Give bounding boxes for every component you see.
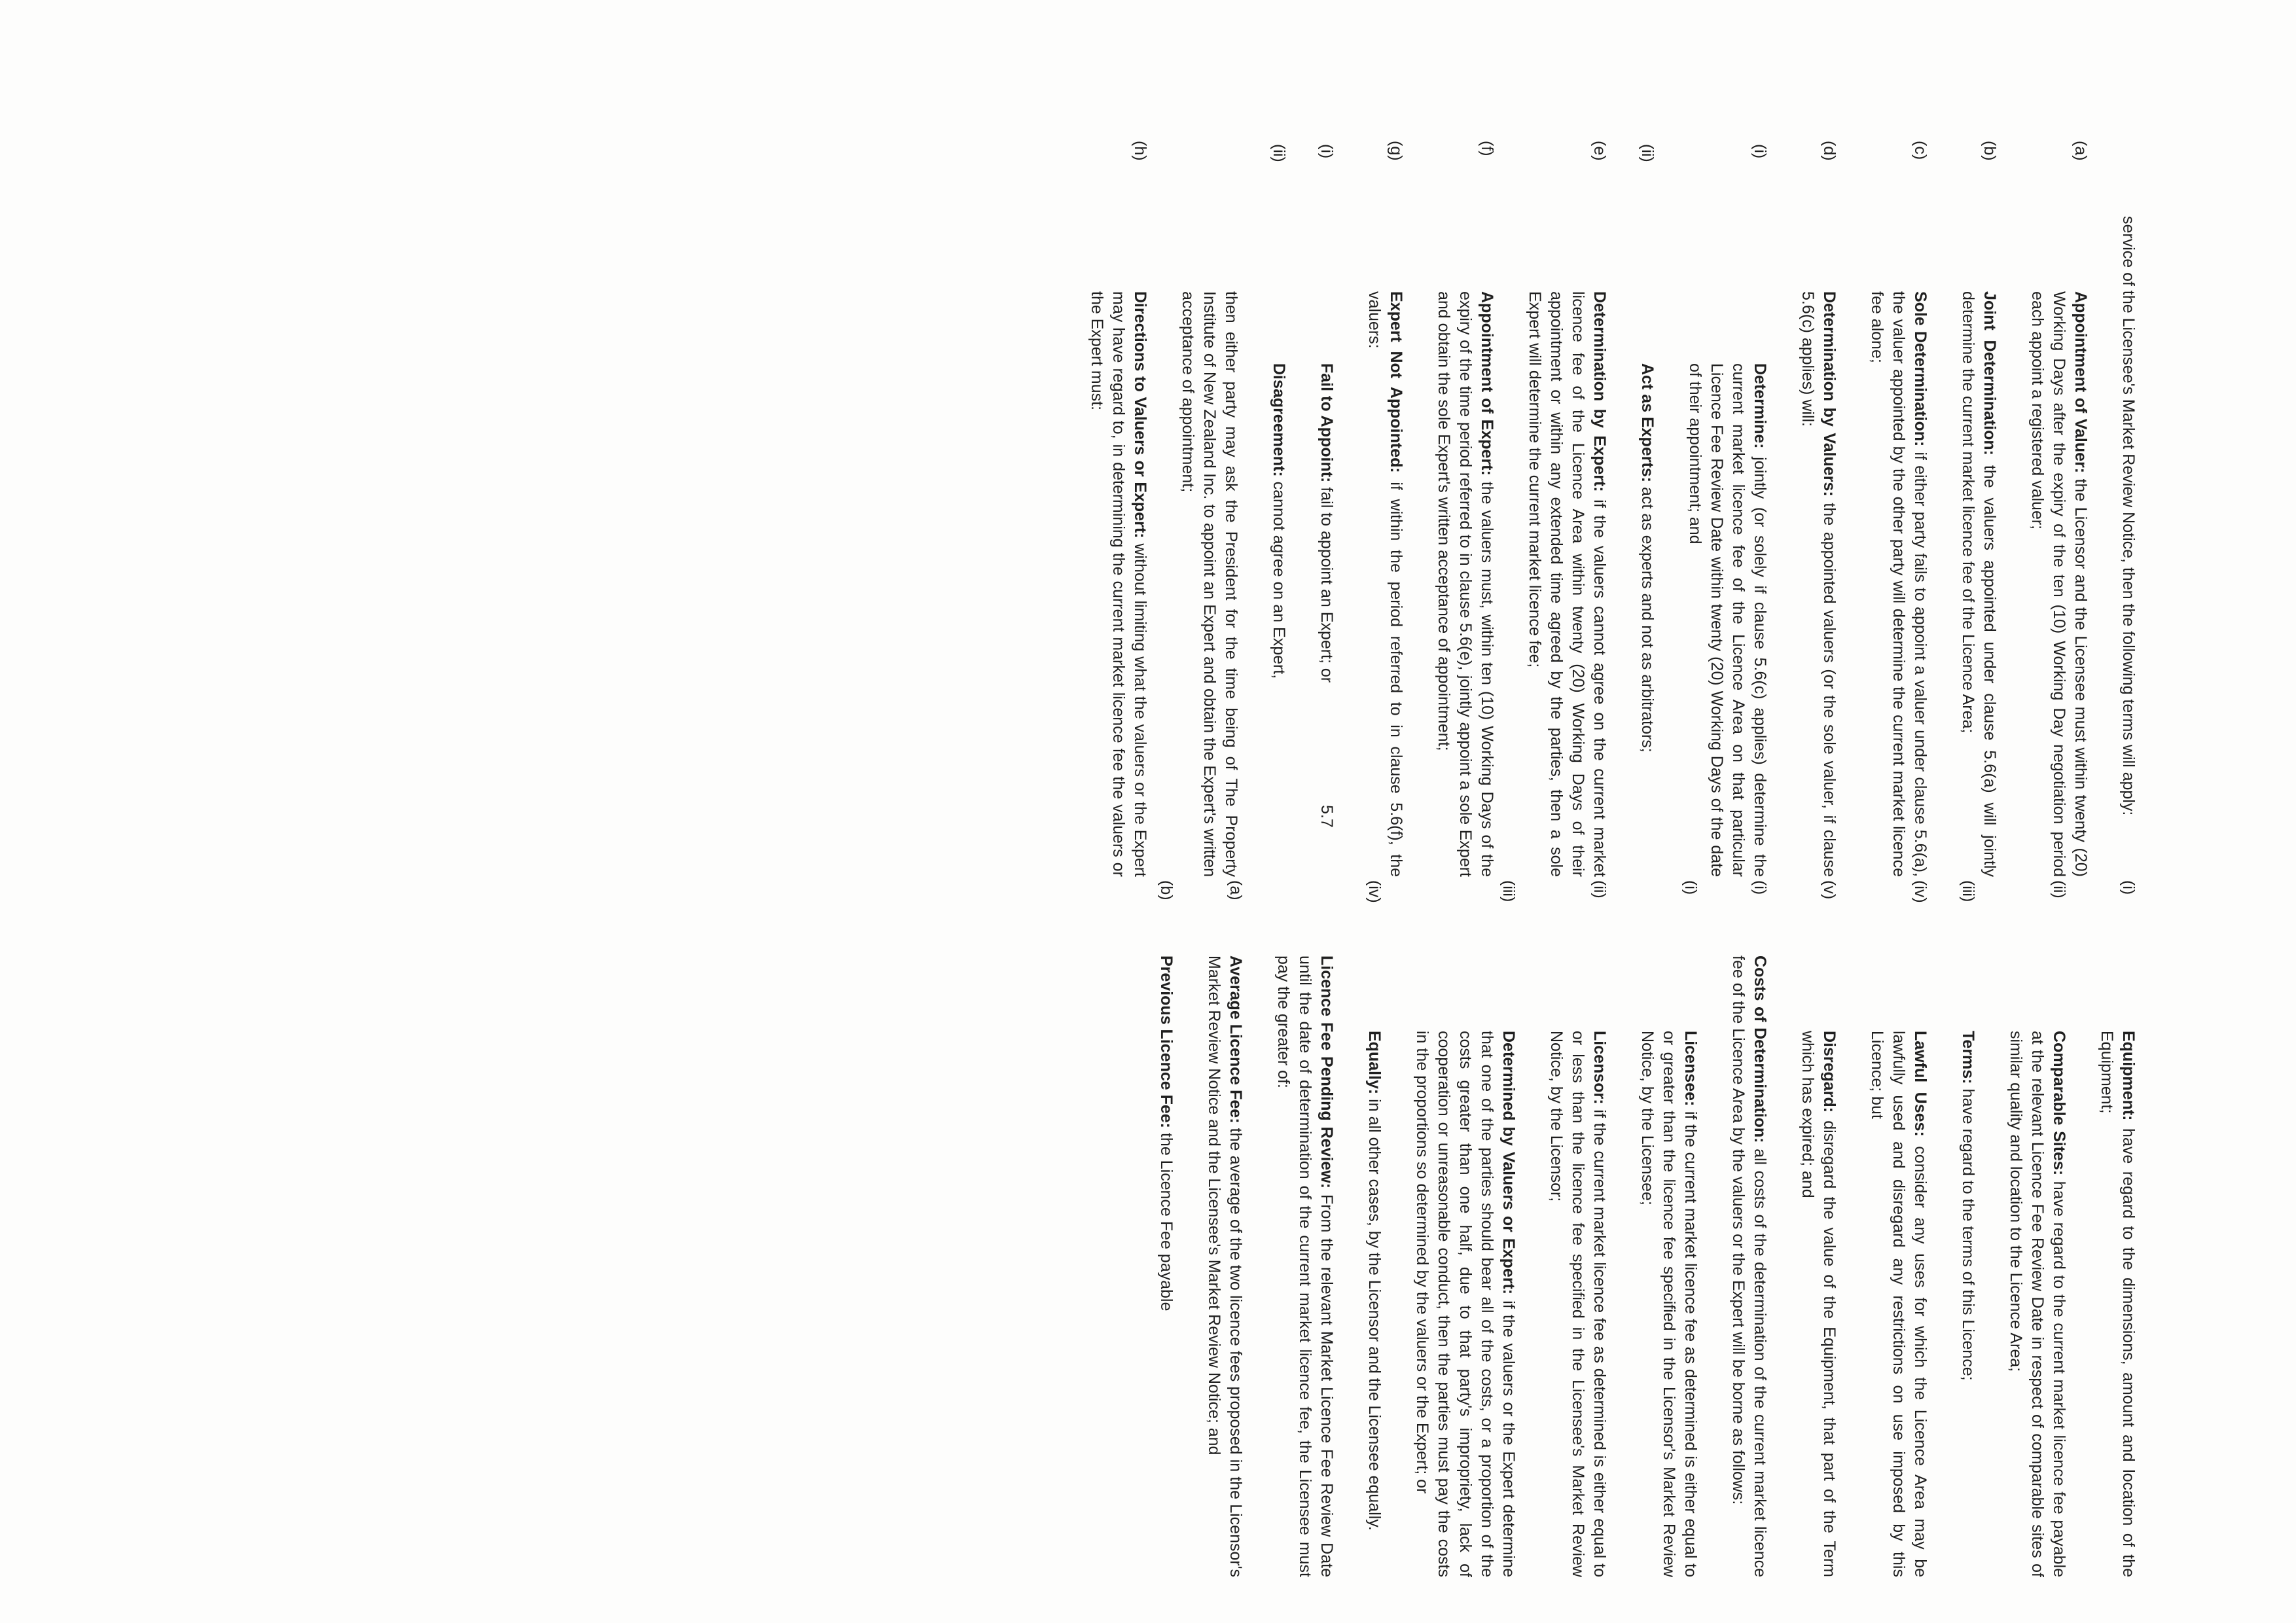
clause-title: Determination by Expert: — [1590, 291, 1609, 492]
clause-text: if the valuers or the Expert determine that one of the parties should bear all of the costs, or a proportion of the costs greater than one half, due to that party's impropriety, lack of cooperation or unreasonable conduct, then the parties must pay the costs in the proportions so determined by the valuers or the Expert; or — [1413, 1031, 1518, 1577]
marker: (iii) — [1499, 880, 1518, 902]
clause-title: Act as Experts: — [1638, 363, 1657, 483]
clause-5-6-g-ii — [1268, 144, 1289, 877]
clause-5-6-h-ii — [2005, 880, 2070, 1577]
marker: (ii) — [2050, 880, 2068, 899]
clause-title: Joint Determination: — [1981, 291, 1999, 455]
clause-5-7-a — [1203, 880, 1246, 1577]
clause-text: if either party fails to appoint a valuer under clause 5.6(a), the valuer appointed by the other party will determine the current market licence fee alone; — [1868, 291, 1929, 877]
clause-text: From the relevant Market Licence Fee Review Date until the date of determination of the current market licence fee, the Licensee must pay the greater of: — [1274, 955, 1336, 1577]
clause-title: Licence Fee Pending Review: — [1318, 955, 1336, 1189]
clause-5-6-c — [1866, 141, 1931, 877]
clause-text: the Licence Fee payable — [1157, 1132, 1175, 1311]
clause-5-6-i-iii — [1411, 880, 1519, 1577]
clause-5-6-g-continuation: then either party may ask the President for the time being of The Property Institute of New Zealand Inc. to appoint an Expert and obtain the Expert's written acceptance of appointment; — [1179, 291, 1240, 877]
clause-text: if the valuers cannot agree on the current market licence fee of the Licence Area within twenty (20) Working Days of their appointment or within any extended time agreed by the parties, then a sole Expert will determine the current market licence fee; — [1526, 291, 1609, 877]
marker: (ii) — [1590, 880, 1609, 899]
clause-title: Comparable Sites: — [2050, 1031, 2068, 1176]
clause-number: 5.7 — [1318, 805, 1336, 828]
marker: (i) — [1751, 880, 1769, 895]
marker: (iv) — [1911, 880, 1929, 903]
clause-title: Determine: — [1751, 363, 1769, 449]
clause-5-6-f — [1433, 141, 1498, 877]
clause-title: Appointment of Expert: — [1478, 291, 1496, 476]
marker: (i) — [2119, 880, 2138, 895]
left-column — [1060, 141, 2139, 878]
marker: (ii) — [1270, 144, 1288, 162]
clause-title: Equipment: — [2119, 1031, 2138, 1121]
clause-title: Directions to Valuers or Expert: — [1131, 291, 1149, 539]
marker: (b) — [1981, 141, 1999, 161]
clause-text: act as experts and not as arbitrators; — [1638, 486, 1657, 753]
clause-text: jointly (or solely if clause 5.6(c) applies) determine the current market licence fee of the Licence Area on that particular Licence Fee Review Date within twenty (20) Working Days of the date of their appointment; and — [1686, 363, 1769, 877]
clause-5-6-e — [1524, 141, 1610, 877]
clause-title: Sole Determination: — [1911, 291, 1929, 447]
clause-text: if within the period referred to in clause 5.6(f), the valuers: — [1365, 291, 1405, 877]
intro-paragraph: service of the Licensee's Market Review Notice, then the following terms will apply: — [2119, 216, 2138, 816]
clause-5-6-i-ii — [1545, 880, 1610, 1578]
clause-5-6-h-iv — [1866, 880, 1931, 1577]
clause-title: Terms: — [1959, 1031, 1977, 1084]
clause-5-6-d-ii — [1636, 144, 1658, 877]
marker: (c) — [1911, 141, 1929, 160]
marker: (iii) — [1959, 880, 1977, 902]
clause-title: Equally: — [1365, 1031, 1384, 1095]
clause-text: the valuers must, within ten (10) Working Days of the expiry of the time period referred to in clause 5.6(e), jointly appoint a sole Expert and obtain the sole Expert's written acceptance of appointment; — [1435, 291, 1496, 877]
clause-title: Appointment of Valuer: — [2072, 291, 2090, 474]
marker: (b) — [1157, 880, 1175, 901]
marker: (g) — [1387, 141, 1405, 161]
clause-5-6-d — [1797, 141, 1840, 877]
clause-text: consider any uses for which the Licence Area may be lawfully used and disregard any restrictions on use imposed by this Licence; but — [1868, 1031, 1929, 1577]
clause-text: if the current market licence fee as determined is either equal to or greater than the licence fee specified in the Licensor's Market Review Notice, by the Licensee; — [1638, 1031, 1700, 1578]
clause-text: in all other cases, by the Licensor and the Licensee equally. — [1365, 1099, 1384, 1531]
clause-text: the Licensor and the Licensee must within twenty (20) Working Days after the expiry of the ten (10) Working Day negotiation period each appoint a registered valuer; — [2028, 291, 2090, 878]
marker: (v) — [1820, 880, 1839, 900]
clause-title: Fail to Appoint: — [1318, 363, 1336, 483]
marker: (iv) — [1365, 880, 1384, 903]
clause-5-6-a — [2026, 141, 2091, 878]
marker: (h) — [1131, 141, 1149, 161]
marker: (i) — [1751, 144, 1769, 159]
clause-5-6-i — [1727, 880, 1770, 1578]
clause-5-6-i-i — [1636, 880, 1701, 1578]
clause-text: the appointed valuers (or the sole valuer, if clause 5.6(c) applies) will: — [1799, 291, 1839, 877]
marker: (a) — [2072, 141, 2090, 161]
marker: (i) — [1681, 880, 1700, 895]
clause-title: Determined by Valuers or Expert: — [1499, 1031, 1518, 1295]
clause-text: the average of the two licence fees proposed in the Licensor's Market Review Notice and the Licensee's Market Review Notice; and — [1205, 955, 1245, 1577]
marker: (e) — [1590, 141, 1609, 161]
marker: (i) — [1318, 144, 1336, 159]
clause-text: the valuers appointed under clause 5.6(a) will jointly determine the current market licence fee of the Licence Area; — [1959, 291, 1999, 877]
clause-5-6-h-i — [2096, 880, 2139, 1577]
clause-title: Licensor: — [1590, 1031, 1609, 1105]
right-column — [1129, 805, 2139, 1578]
clause-5-6-g — [1363, 141, 1407, 877]
clause-title: Previous Licence Fee: — [1157, 955, 1175, 1129]
clause-5-6-i-iv — [1363, 880, 1385, 1577]
clause-5-6-h — [1086, 141, 1151, 878]
clause-5-6-b — [1957, 141, 2000, 877]
clause-text: without limiting what the valuers or the Expert may have regard to, in determining the current market licence fee the valuers or the Expert must: — [1088, 291, 1149, 878]
clause-title: Disregard: — [1820, 1031, 1839, 1113]
clause-text: have regard to the dimensions, amount and location of the Equipment; — [2098, 1031, 2138, 1577]
clause-text: have regard to the current market licence fee payable at the relevant Licence Fee Review Date in respect of comparable sites of similar quality and location to the Licence Area; — [2007, 1031, 2068, 1577]
clause-text: have regard to the terms of this Licence; — [1959, 1088, 1977, 1381]
clause-5-6-h-v — [1797, 880, 1840, 1577]
marker: (d) — [1820, 141, 1839, 161]
clause-text: fail to appoint an Expert; or — [1318, 487, 1336, 683]
clause-title: Lawful Uses: — [1911, 1031, 1929, 1137]
clause-title: Expert Not Appointed: — [1387, 291, 1405, 473]
clause-text: all costs of the determination of the current market licence fee of the Licence Area by the valuers or the Expert will be borne as follows: — [1729, 955, 1769, 1578]
clause-title: Determination by Valuers: — [1820, 291, 1839, 497]
clause-title: Disagreement: — [1270, 363, 1288, 477]
clause-text: if the current market licence fee as determined is either equal to or less than the licence fee specified in the Licensee's Market Review Notice, by the Licensor; — [1547, 1031, 1609, 1578]
marker: (a) — [1227, 880, 1245, 901]
clause-5-6-g-i — [1316, 144, 1337, 877]
clause-text: disregard the value of the Equipment, that part of the Term which has expired; and — [1799, 1031, 1839, 1577]
marker: (f) — [1478, 141, 1496, 156]
clause-text: cannot agree on an Expert, — [1270, 481, 1288, 679]
clause-5-7-b — [1155, 880, 1177, 1577]
clause-title: Licensee: — [1681, 1031, 1700, 1107]
clause-5-7 — [1272, 805, 1337, 1577]
clause-5-6-h-iii — [1957, 880, 1979, 1577]
marker: (ii) — [1638, 144, 1657, 162]
clause-title: Costs of Determination: — [1751, 955, 1769, 1143]
clause-title: Average Licence Fee: — [1227, 955, 1245, 1124]
clause-5-6-d-i — [1684, 144, 1770, 877]
